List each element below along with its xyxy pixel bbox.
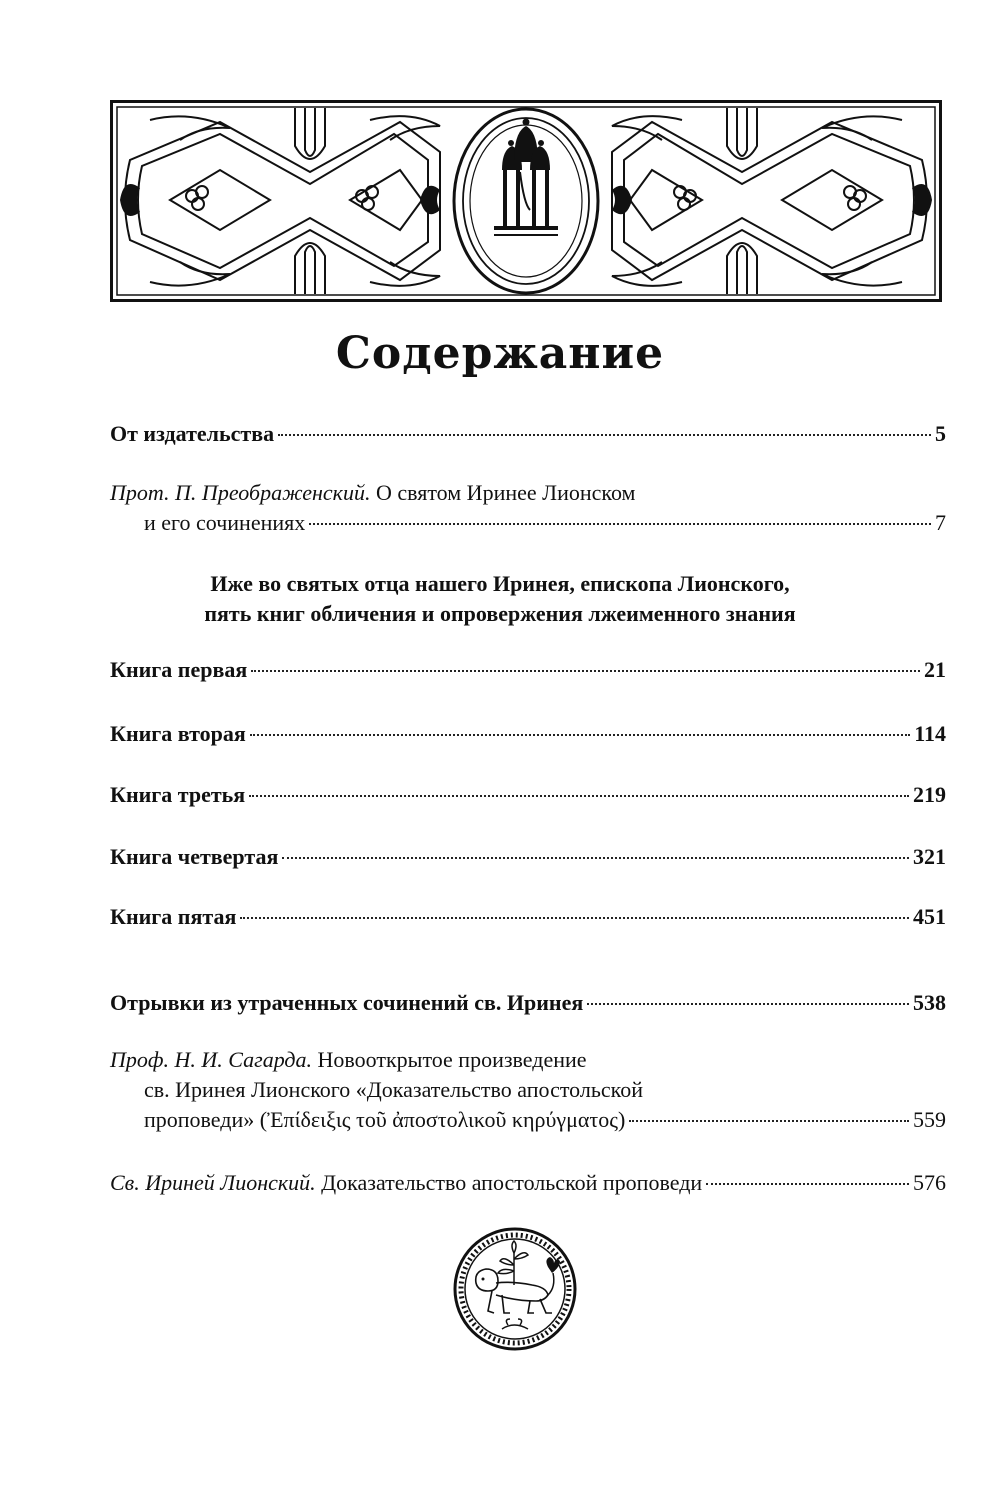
ornamental-banner [110, 100, 942, 302]
toc-entry-demonstration[interactable] [110, 1168, 946, 1198]
toc-entry-title-cont: и его сочинениях [144, 510, 306, 535]
dot-leader [309, 522, 931, 525]
dot-leader [629, 1119, 909, 1122]
toc-entry-title-cont: св. Иринея Лионского «Доказательство апостольской [144, 1077, 643, 1102]
toc-entry-title: От издательства [110, 421, 275, 446]
toc-entry-title: Книга пятая [110, 904, 237, 929]
toc-page-number: 321 [913, 844, 946, 869]
toc-page-number: 219 [913, 782, 946, 807]
toc-entry-book-4[interactable] [110, 842, 946, 872]
dot-leader [249, 794, 909, 797]
toc-page-number: 5 [935, 421, 946, 446]
dot-leader [240, 916, 909, 919]
lion-seal-icon [452, 1225, 578, 1353]
toc-entry-title: Книга третья [110, 782, 246, 807]
dot-leader [250, 733, 910, 736]
toc-entry-title: Книга вторая [110, 721, 246, 746]
toc-page-number: 21 [924, 657, 946, 682]
lion-medallion [452, 1225, 578, 1353]
toc-entry-book-2[interactable] [110, 719, 946, 749]
toc-entry-publisher[interactable] [110, 419, 946, 449]
toc-entry-author: Св. Ириней Лионский. [110, 1170, 316, 1195]
toc-page-number: 7 [935, 510, 946, 535]
dot-leader [706, 1182, 909, 1185]
dot-leader [278, 433, 931, 436]
toc-entry-title: Новооткрытое произведение [312, 1047, 587, 1072]
section-title-line-2: пять книг обличения и опровержения лжеименного знания [204, 601, 796, 626]
dot-leader [282, 856, 909, 859]
toc-entry-preobrazhensky[interactable] [110, 478, 946, 538]
toc-entry-book-5[interactable] [110, 902, 946, 932]
toc-entry-title: Отрывки из утраченных сочинений св. Иринея [110, 990, 584, 1015]
page-title: Содержание [335, 328, 665, 379]
toc-entry-title-cont: проповеди» (Ἐπίδειξις τοῦ ἀποστολικοῦ κηρύγματος) [144, 1107, 626, 1132]
toc-entry-title: О святом Иринее Лионском [370, 480, 636, 505]
toc-entry-title: Книга первая [110, 657, 248, 682]
toc-page-number: 559 [913, 1107, 946, 1132]
dot-leader [587, 1002, 909, 1005]
section-title [0, 569, 1000, 629]
section-title-line-1: Иже во святых отца нашего Иринея, епископа Лионского, [210, 571, 790, 596]
toc-entry-author: Проф. Н. И. Сагарда. [110, 1047, 313, 1072]
toc-entry-author: Прот. П. Преображенский. [110, 480, 371, 505]
toc-entry-title: Книга четвертая [110, 844, 279, 869]
toc-entry-book-3[interactable] [110, 780, 946, 810]
toc-entry-sagarda[interactable] [110, 1045, 946, 1135]
knotwork-ornament-icon [110, 100, 942, 302]
toc-page-number: 576 [913, 1170, 946, 1195]
dot-leader [251, 669, 920, 672]
toc-page-number: 114 [914, 721, 946, 746]
toc-page-number: 538 [913, 990, 946, 1015]
toc-entry-fragments[interactable] [110, 988, 946, 1018]
toc-page-number: 451 [913, 904, 946, 929]
toc-entry-book-1[interactable] [110, 655, 946, 685]
toc-entry-title: Доказательство апостольской проповеди [315, 1170, 703, 1195]
